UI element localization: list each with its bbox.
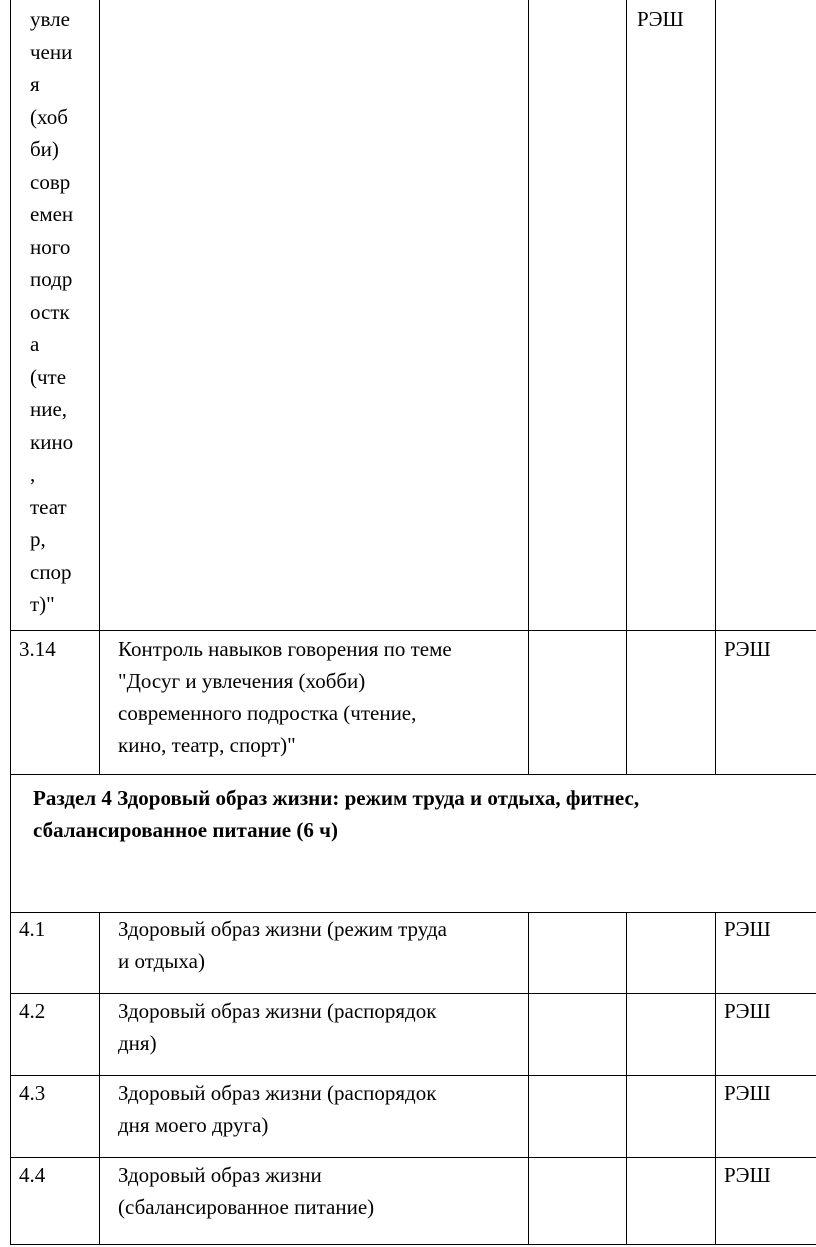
row-title: Здоровый образ жизни (распорядок дня моего друга)	[118, 1081, 437, 1137]
resource-link[interactable]: РЭШ	[724, 1163, 771, 1187]
resource-link[interactable]: РЭШ	[724, 999, 771, 1023]
row-title: Здоровый образ жизни (режим труда и отдыха)	[118, 917, 447, 973]
resource-link[interactable]: РЭШ	[724, 917, 771, 941]
continuation-topic: увле чени я (хоб би) совр емен ного подр остк а (чте ние, кино , теат р, спор т)"	[30, 7, 74, 616]
resource-link[interactable]: РЭШ	[724, 1081, 771, 1105]
row-title: Здоровый образ жизни (сбалансированное питание)	[118, 1163, 375, 1219]
row-title: Здоровый образ жизни (распорядок дня)	[118, 999, 437, 1055]
resource-link[interactable]: РЭШ	[724, 637, 771, 661]
row-number: 4.3	[19, 1081, 46, 1105]
section-heading: Раздел 4 Здоровый образ жизни: режим труда и отдыха, фитнес, сбалансированное питание (6 ч)	[33, 786, 640, 842]
row-title: Контроль навыков говорения по теме "Досуг и увлечения (хобби) современного подростка (чтение, кино, театр, спорт)"	[118, 637, 452, 757]
row-number: 3.14	[19, 637, 56, 661]
row-number: 4.1	[19, 917, 46, 941]
resource-link[interactable]: РЭШ	[637, 7, 684, 31]
row-number: 4.4	[19, 1163, 46, 1187]
row-number: 4.2	[19, 999, 46, 1023]
